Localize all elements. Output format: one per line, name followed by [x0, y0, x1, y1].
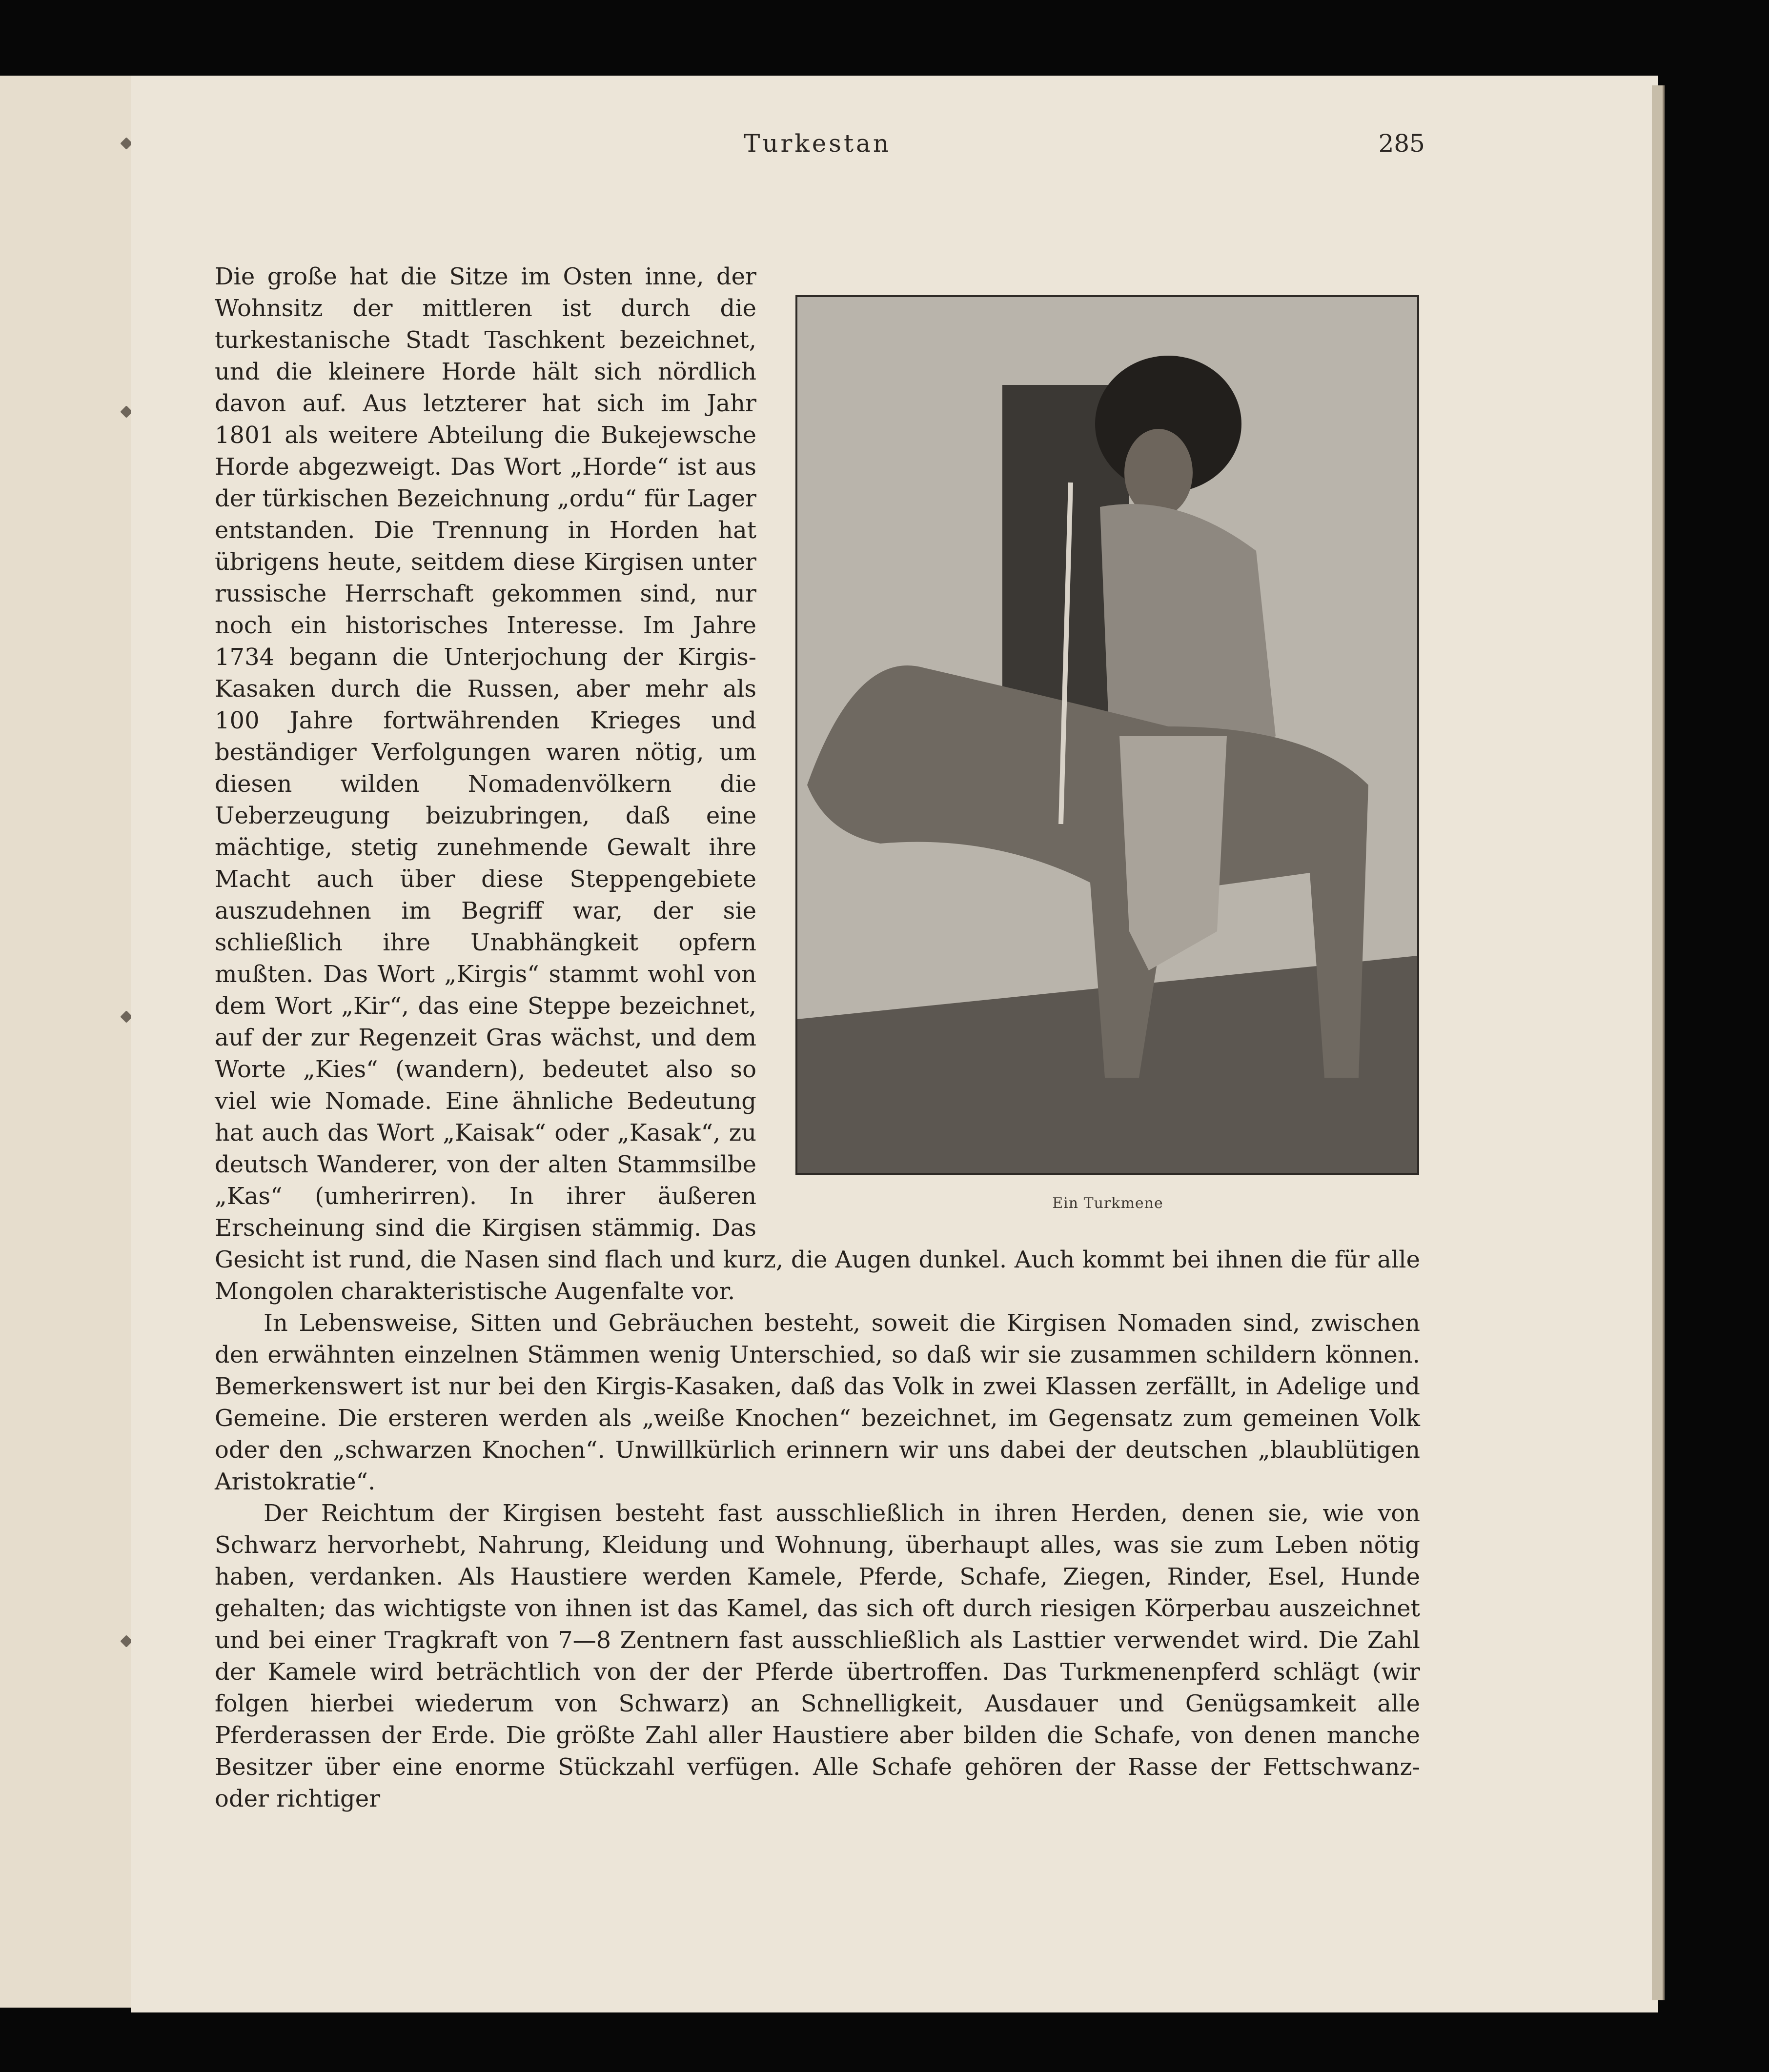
page-header: [210, 129, 1425, 173]
photo-turkmen-on-donkey: [795, 295, 1419, 1175]
page-number: 285: [1378, 129, 1425, 158]
paragraph: Die große hat die Sitze im Osten inne, der Wohnsitz der mittleren ist durch die turkestanische Stadt Taschkent bezeichnet, und die kleinere Horde hält sich nördlich davon auf. Aus letzterer hat sich im Jahr 1801 als weitere Abteilung die Bukejewsche Horde abgezweigt. Das Wort „Horde“ ist aus der türkischen Bezeichnung „ordu“ für Lager entstanden. Die Trennung in Horden hat übrigens heute, seitdem diese Kirgisen unter russische Herrschaft gekommen sind, nur noch ein historisches Interesse. Im Jahre 1734 begann die Unterjochung der Kirgis-Kasaken durch die Russen, aber mehr als 100 Jahre fortwährenden Krieges und beständiger Verfolgungen waren nötig, um diesen wilden Nomadenvölkern die Ueberzeugung beizubringen, daß eine mächtige, stetig zunehmende Gewalt ihre Macht auch über diese Steppengebiete auszudehnen im Begriff war, der sie schließlich ihre Unabhängkeit opfern mußten. Das Wort „Kirgis“ stammt wohl von dem Wort „Kir“, das eine Steppe bezeichnet, auf der zur Regenzeit Gras wächst, und dem Worte „Kies“ (wandern), bedeutet also so viel wie Nomade. Eine ähnliche Bedeutung hat auch das Wort „Kaisak“ oder „Kasak“, zu deutsch Wanderer, von der alten Stammsilbe „Kas“ (umherirren). In ihrer äußeren Erscheinung sind die Kirgisen stämmig. Das Gesicht ist rund, die Nasen sind flach und kurz, die Augen dunkel. Auch kommt bei ihnen die für alle Mongolen charakteristische Augenfalte vor.: [215, 263, 1420, 1305]
body-text: [215, 261, 1420, 1815]
left-page-edge: [0, 76, 132, 2008]
running-head: Turkestan: [743, 129, 892, 158]
figure: [795, 295, 1420, 1219]
paragraph: Der Reichtum der Kirgisen besteht fast ausschließlich in ihren Herden, denen sie, wie von Schwarz hervorhebt, Nahrung, Kleidung und Wohnung, überhaupt alles, was sie zum Leben nötig haben, verdanken. Als Haustiere werden Kamele, Pferde, Schafe, Ziegen, Rinder, Esel, Hunde gehalten; das wichtigste von ihnen ist das Kamel, das sich oft durch riesigen Körperbau auszeichnet und bei einer Tragkraft von 7—8 Zentnern fast ausschließlich als Lasttier verwendet wird. Die Zahl der Kamele wird beträchtlich von der der Pferde übertroffen. Das Turkmenenpferd schlägt (wir folgen hierbei wiederum von Schwarz) an Schnelligkeit, Ausdauer und Genügsamkeit alle Pferderassen der Erde. Die größte Zahl aller Haustiere aber bilden die Schafe, von denen manche Besitzer über eine enorme Stückzahl verfügen. Alle Schafe gehören der Rasse der Fettschwanz- oder richtiger: [215, 1500, 1420, 1812]
paragraph: In Lebensweise, Sitten und Gebräuchen besteht, soweit die Kirgisen Nomaden sind, zwischen den erwähnten einzelnen Stämmen wenig Unterschied, so daß wir sie zusammen schildern können. Bemerkenswert ist nur bei den Kirgis-Kasaken, daß das Volk in zwei Klassen zerfällt, in Adelige und Gemeine. Die ersteren werden als „weiße Knochen“ bezeichnet, im Gegensatz zum gemeinen Volk oder den „schwarzen Knochen“. Unwillkürlich erinnern wir uns dabei der deutschen „blaublütigen Aristokratie“.: [215, 1309, 1420, 1495]
figure-caption: Ein Turkmene: [1052, 1195, 1163, 1212]
page-edge-shadow: [1652, 85, 1665, 2000]
